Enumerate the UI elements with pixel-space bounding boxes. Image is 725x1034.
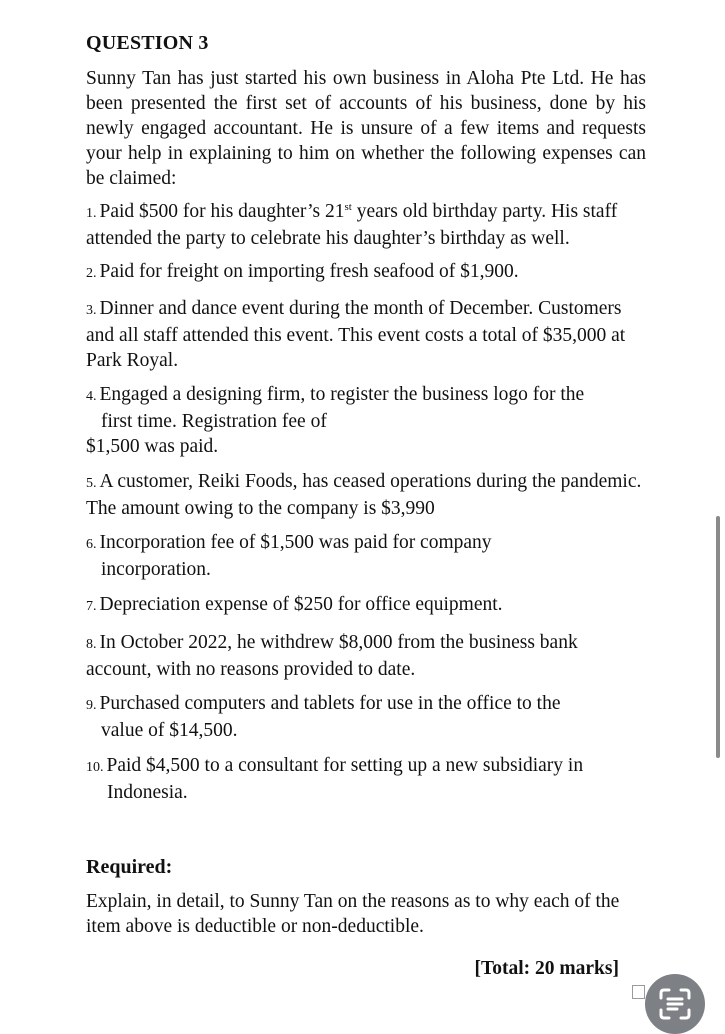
question-title: QUESTION 3 <box>86 32 209 54</box>
vertical-scrollbar[interactable] <box>716 516 720 758</box>
total-marks: [Total: 20 marks] <box>474 958 619 979</box>
item-number: 3. <box>86 303 97 318</box>
question-intro: Sunny Tan has just started his own business in Aloha Pte Ltd. He has been presented the first set of accounts of his business, done by his newly engaged accountant. He is unsure of a few items and requests your help in explaining to him on whether the following expenses can be claimed: <box>86 68 646 189</box>
item-text-line-1: Purchased computers and tablets for use in the office to the <box>99 693 561 714</box>
item-text: A customer, Reiki Foods, has ceased operations during the pandemic. The amount owing to the company is $3,990 <box>86 471 642 519</box>
item-number: 7. <box>86 599 97 614</box>
item-number: 2. <box>86 266 97 281</box>
required-heading: Required: <box>86 856 173 878</box>
list-item-6 <box>86 530 646 582</box>
list-item-9 <box>86 691 646 743</box>
list-item-1 <box>86 199 646 251</box>
item-number: 5. <box>86 476 97 491</box>
item-number: 8. <box>86 637 97 652</box>
item-text: Depreciation expense of $250 for office equipment. <box>99 594 503 615</box>
document-page <box>86 30 646 939</box>
item-text-line-1: Paid $4,500 to a consultant for setting up a new subsidiary in <box>106 755 584 776</box>
item-text-line-3: $1,500 was paid. <box>86 436 219 457</box>
item-number: 6. <box>86 537 97 552</box>
list-item-2 <box>86 259 646 286</box>
list-item-10 <box>86 753 646 805</box>
item-text-line-2: Indonesia. <box>107 782 188 803</box>
item-text: Paid for freight on importing fresh seafood of $1,900. <box>99 261 519 282</box>
item-text: Dinner and dance event during the month of December. Customers and all staff attended this event. This event costs a total of $35,000 at Park Royal. <box>86 298 626 371</box>
item-text: In October 2022, he withdrew $8,000 from the business bank account, with no reasons provided to date. <box>86 632 578 680</box>
list-item-8 <box>86 630 646 682</box>
item-number: 9. <box>86 698 97 713</box>
ordinal-superscript: st <box>344 201 352 213</box>
item-text-line-2: incorporation. <box>101 559 211 580</box>
list-item-3 <box>86 296 646 373</box>
item-text-line-1: Incorporation fee of $1,500 was paid for company <box>99 532 492 553</box>
item-text-line-2: value of $14,500. <box>101 720 238 741</box>
item-number: 4. <box>86 389 97 404</box>
item-text-line-2: first time. Registration fee of <box>101 411 327 432</box>
item-text-line-1: Engaged a designing firm, to register the business logo for the <box>99 384 585 405</box>
item-number: 10. <box>86 760 104 775</box>
item-text-continued: years old birthday party. His staff attended the party to celebrate his daughter’s birthday as well. <box>86 201 618 249</box>
checkbox-icon[interactable] <box>632 985 645 999</box>
list-item-7 <box>86 592 646 619</box>
item-number: 1. <box>86 206 97 221</box>
item-text: Paid $500 for his daughter’s 21 <box>99 201 345 222</box>
required-text: Explain, in detail, to Sunny Tan on the reasons as to why each of the item above is deductible or non-deductible. <box>86 891 620 937</box>
scan-text-button[interactable] <box>645 974 705 1034</box>
list-item-4 <box>86 382 646 459</box>
scan-text-icon <box>658 987 692 1021</box>
list-item-5 <box>86 469 646 521</box>
